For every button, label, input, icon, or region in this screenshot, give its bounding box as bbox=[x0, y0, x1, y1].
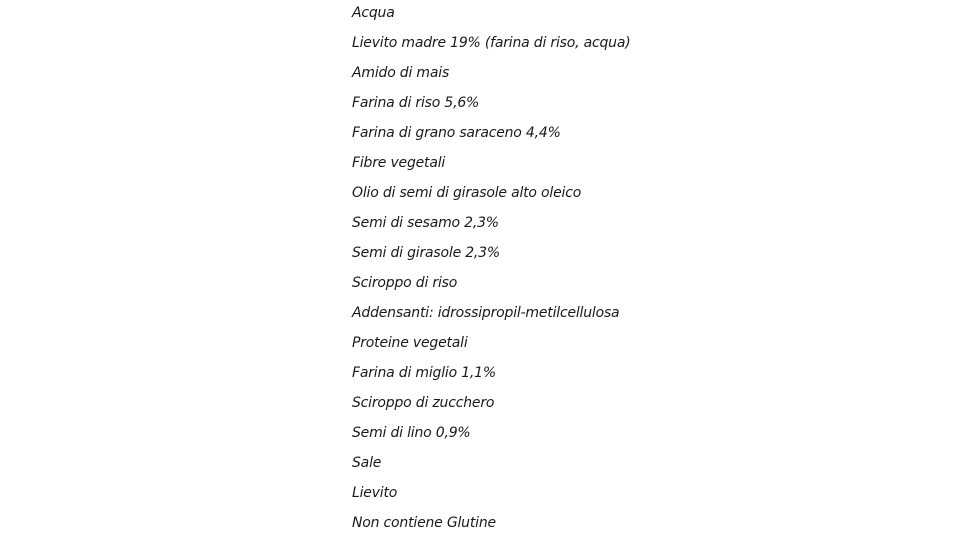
ingredient-list bbox=[352, 0, 631, 540]
ingredient-item: Non contiene Glutine bbox=[352, 515, 496, 531]
ingredient-item: Farina di grano saraceno 4,4% bbox=[352, 125, 561, 141]
ingredient-item: Semi di sesamo 2,3% bbox=[352, 215, 499, 231]
ingredient-item: Sciroppo di zucchero bbox=[352, 395, 495, 411]
ingredient-item: Proteine vegetali bbox=[352, 335, 468, 351]
ingredient-item: Fibre vegetali bbox=[352, 155, 446, 171]
ingredient-item: Semi di lino 0,9% bbox=[352, 425, 471, 441]
ingredient-item: Amido di mais bbox=[352, 65, 450, 81]
ingredient-item: Farina di miglio 1,1% bbox=[352, 365, 496, 381]
ingredient-item: Farina di riso 5,6% bbox=[352, 95, 480, 111]
ingredient-item: Semi di girasole 2,3% bbox=[352, 245, 500, 261]
ingredient-item: Lievito madre 19% (farina di riso, acqua) bbox=[352, 35, 631, 51]
ingredient-item: Sale bbox=[352, 455, 382, 471]
ingredient-item: Acqua bbox=[352, 5, 395, 21]
ingredient-item: Olio di semi di girasole alto oleico bbox=[352, 185, 582, 201]
ingredient-item: Lievito bbox=[352, 485, 398, 501]
ingredient-item: Sciroppo di riso bbox=[352, 275, 458, 291]
ingredient-item: Addensanti: idrossipropil-metilcellulosa bbox=[352, 305, 620, 321]
